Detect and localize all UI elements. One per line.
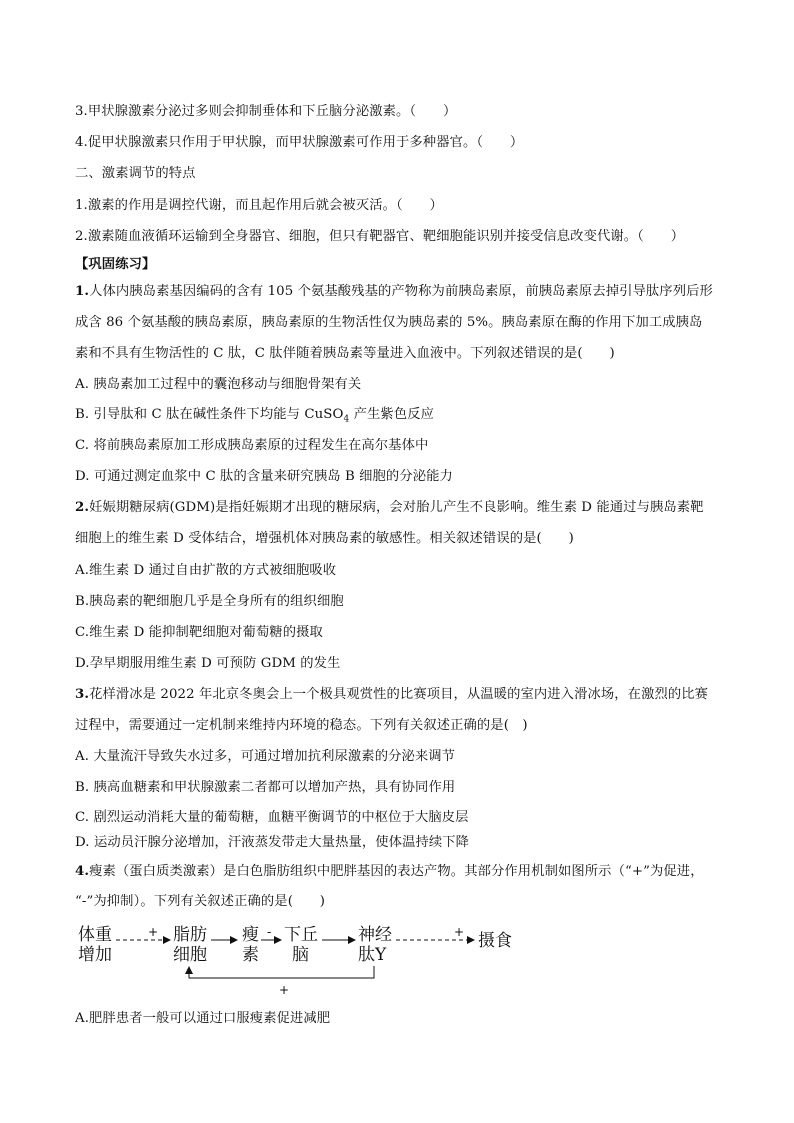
question-3-number: 3. xyxy=(75,687,90,702)
judge-item-5: 1.激素的作用是调控代谢，而且起作用后就会被灭活。（ ） xyxy=(75,198,443,213)
question-1-option-c: C. 将前胰岛素原加工形成胰岛素原的过程发生在高尔基体中 xyxy=(75,438,429,453)
node-leptin-line2: 素 xyxy=(242,945,259,965)
node-hypothalamus-line1: 下丘 xyxy=(284,925,318,945)
node-fat-cell-line1: 脂肪 xyxy=(173,925,207,945)
question-2-stem-2: 细胞上的维生素 D 受体结合，增强机体对胰岛素的敏感性。相关叙述错误的是( ) xyxy=(75,531,574,546)
question-2-option-a: A.维生素 D 通过自由扩散的方式被细胞吸收 xyxy=(75,563,337,578)
question-1-line-1 xyxy=(75,283,755,301)
question-3-option-b: B. 胰高血糖素和甲状腺激素二者都可以增加产热，具有协同作用 xyxy=(75,780,456,795)
feedback-arrow-npy-to-fat xyxy=(189,966,374,978)
question-1-stem-2: 成含 86 个氨基酸的胰岛素原，胰岛素原的生物活性仅为胰岛素的 5%。胰岛素原在酶的作用下加工成胰岛 xyxy=(75,315,703,330)
question-1-option-d: D. 可通过测定血浆中 C 肽的含量来研究胰岛 B 细胞的分泌能力 xyxy=(75,469,453,484)
question-3-stem-1: 花样滑冰是 2022 年北京冬奥会上一个极具观赏性的比赛项目，从温暖的室内进入滑冰场，在激烈的比赛 xyxy=(89,687,709,702)
node-leptin-line1: 瘦 xyxy=(242,925,259,945)
question-3-option-a: A. 大量流汗导致失水过多，可通过增加抗利尿激素的分泌来调节 xyxy=(75,749,456,764)
judge-item-6: 2.激素随血液循环运输到全身器官、细胞，但只有靶器官、靶细胞能识别并接受信息改变代谢。（ ） xyxy=(75,229,685,244)
question-2-option-b: B.胰岛素的靶细胞几乎是全身所有的组织细胞 xyxy=(75,594,344,609)
node-neuropeptide-y-line1: 神经 xyxy=(358,925,392,945)
diagram-svg xyxy=(74,918,524,1000)
question-4-stem-1: 瘦素（蛋白质类激素）是白色脂肪组织中肥胖基因的表达产物。其部分作用机制如图所示（“+”为促进， xyxy=(89,864,704,879)
node-weight-gain-line1: 体重 xyxy=(78,925,112,945)
node-neuropeptide-y-line2: 肽Y xyxy=(358,945,387,965)
question-4-number: 4. xyxy=(75,864,90,879)
node-hypothalamus-line2: 脑 xyxy=(292,945,309,965)
question-1-option-b xyxy=(75,406,755,429)
question-3-option-d: D. 运动员汗腺分泌增加，汗液蒸发带走大量热量，使体温持续下降 xyxy=(75,835,470,850)
section-title-hormone-features: 二、激素调节的特点 xyxy=(75,166,196,181)
judge-item-4: 4.促甲状腺激素只作用于甲状腺，而甲状腺激素可作用于多种器官。（ ） xyxy=(75,135,524,150)
node-weight-gain-line2: 增加 xyxy=(78,945,112,965)
sign-promote-2: + xyxy=(454,925,465,939)
sign-inhibit: - xyxy=(267,925,272,939)
question-3-stem-2: 过程中，需要通过一定机制来维持内环境的稳态。下列有关叙述正确的是( ) xyxy=(75,718,528,733)
question-2-stem-1: 妊娠期糖尿病(GDM)是指妊娠期才出现的糖尿病，会对胎儿产生不良影响。维生素 D 能通过与胰岛素靶 xyxy=(89,500,704,515)
question-1-option-b-subscript: 4 xyxy=(343,414,350,425)
sign-feedback-promote: + xyxy=(279,983,290,997)
question-1-stem-1: 人体内胰岛素基因编码的含有 105 个氨基酸残基的产物称为前胰岛素原，前胰岛素原去掉引导肽序列后形 xyxy=(89,284,713,299)
question-4-option-a: A.肥胖患者一般可以通过口服瘦素促进减肥 xyxy=(75,1011,331,1026)
question-2-line-1 xyxy=(75,499,755,517)
node-feeding: 摄食 xyxy=(478,931,512,951)
question-1-option-b-pre: B. 引导肽和 C 肽在碱性条件下均能与 CuSO xyxy=(75,407,344,422)
question-3-option-c: C. 剧烈运动消耗大量的葡萄糖，血糖平衡调节的中枢位于大脑皮层 xyxy=(75,810,469,825)
question-1-option-a: A. 胰岛素加工过程中的囊泡移动与细胞骨架有关 xyxy=(75,377,362,392)
practice-heading: 【巩固练习】 xyxy=(75,257,156,272)
question-1-number: 1. xyxy=(75,284,90,299)
question-1-stem-3: 素和不具有生物活性的 C 肽，C 肽伴随着胰岛素等量进入血液中。下列叙述错误的是( ) xyxy=(75,346,615,361)
question-4-stem-2: “-”为抑制）。下列有关叙述正确的是( ) xyxy=(75,894,326,909)
node-fat-cell-line2: 细胞 xyxy=(173,945,207,965)
question-2-option-d: D.孕早期服用维生素 D 可预防 GDM 的发生 xyxy=(75,656,341,671)
leptin-mechanism-diagram xyxy=(74,918,524,1000)
question-3-line-1 xyxy=(75,686,755,704)
question-2-option-c: C.维生素 D 能抑制靶细胞对葡萄糖的摄取 xyxy=(75,625,323,640)
judge-item-3: 3.甲状腺激素分泌过多则会抑制垂体和下丘脑分泌激素。（ ） xyxy=(75,104,457,119)
question-2-number: 2. xyxy=(75,500,90,515)
question-4-line-1 xyxy=(75,863,755,881)
sign-promote-1: + xyxy=(148,925,159,939)
question-1-option-b-post: 产生紫色反应 xyxy=(349,407,435,422)
